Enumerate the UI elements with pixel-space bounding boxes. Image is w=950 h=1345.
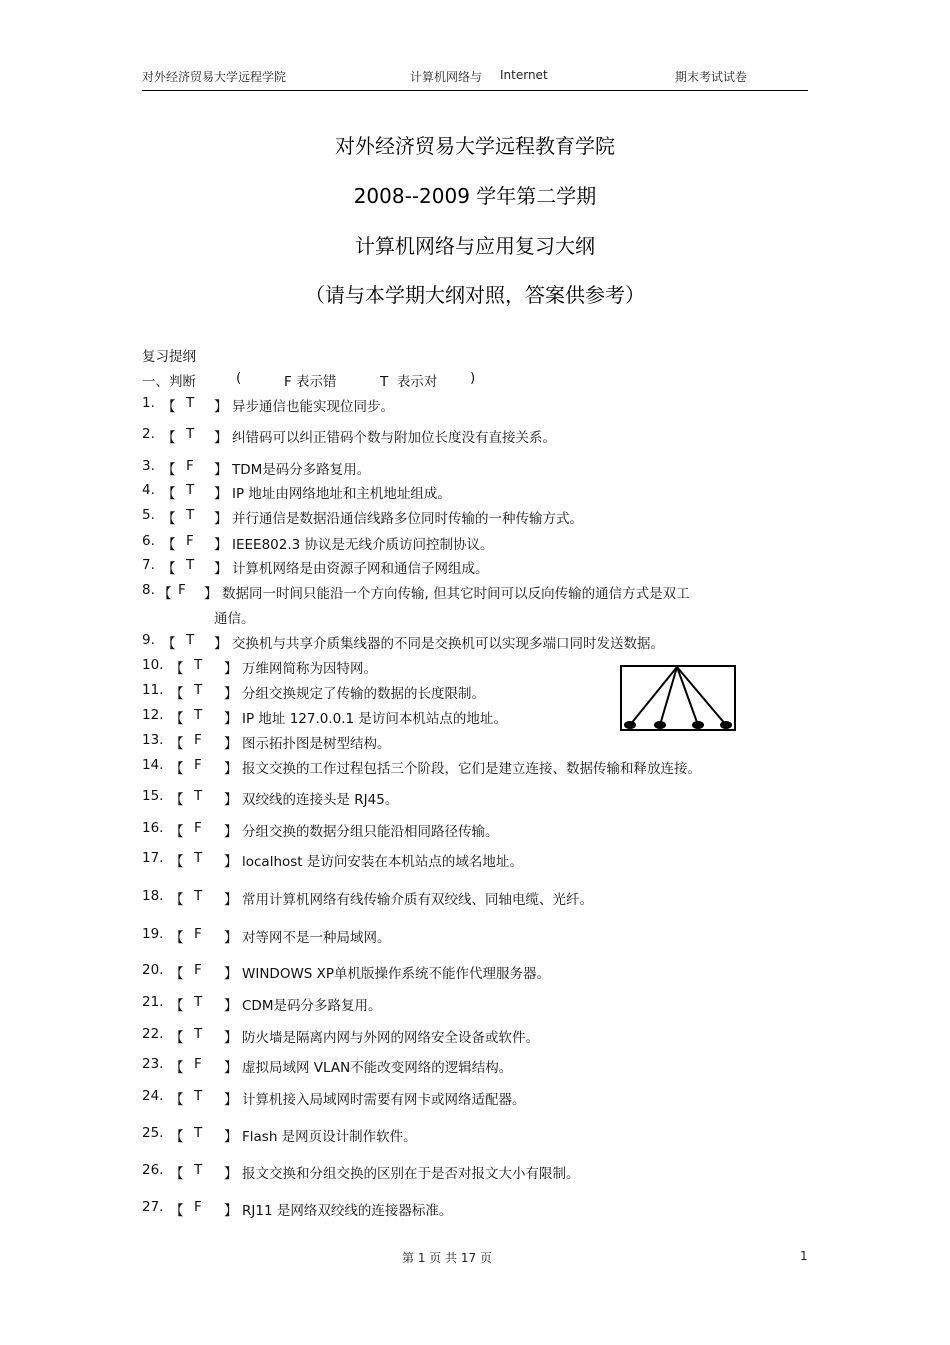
answer-bracket-open: 【 [170,686,184,702]
question-number: 26. [142,1162,164,1178]
answer-bracket-open: 【 [170,930,184,946]
answer-bracket-open: 【 [170,1060,184,1076]
answer-value: T [186,426,195,442]
answer-bracket-close: 】 [214,430,228,446]
answer-value: T [194,682,203,698]
answer-value: T [194,850,203,866]
question-text: 分组交换规定了传输的数据的长度限制。 [242,686,485,702]
question-text: 纠错码可以纠正错码个数与附加位长度没有直接关系。 [232,430,556,446]
question-number: 6. [142,533,155,549]
answer-bracket-open: 【 [170,824,184,840]
answer-value: T [194,1088,203,1104]
answer-bracket-open: 【 [170,892,184,908]
answer-value: F [178,582,186,598]
answer-bracket-open: 【 [162,636,176,652]
answer-bracket-close: 】 [224,966,238,982]
section-label: 一、判断 [142,374,196,390]
question-text: 防火墙是隔离内网与外网的网络安全设备或软件。 [242,1030,539,1046]
answer-value: T [186,395,195,411]
answer-value: F [194,732,202,748]
answer-bracket-close: 】 [224,854,238,870]
answer-value: T [186,632,195,648]
question-text: 虚拟局域网 VLAN不能改变网络的逻辑结构。 [242,1060,513,1076]
answer-bracket-close: 】 [224,686,238,702]
answer-value: F [186,458,194,474]
question-text: 常用计算机网络有线传输介质有双绞线、同轴电缆、光纤。 [242,892,593,908]
question-text: 图示拓扑图是树型结构。 [242,736,391,752]
answer-bracket-close: 】 [224,1203,238,1219]
footer-page-number: 1 [800,1249,808,1263]
header-divider [142,90,808,91]
figure-frame [621,666,735,730]
question-number: 4. [142,482,155,498]
question-text: 双绞线的连接头是 RJ45。 [242,792,399,808]
question-text: IP 地址 127.0.0.1 是访问本机站点的地址。 [242,711,507,727]
figure-node [720,721,732,729]
answer-value: F [194,757,202,773]
question-number: 13. [142,732,164,748]
question-text: 对等网不是一种局域网。 [242,930,391,946]
answer-bracket-close: 】 [224,1092,238,1108]
answer-bracket-open: 【 [170,1166,184,1182]
answer-bracket-close: 】 [224,998,238,1014]
question-text: Flash 是网页设计制作软件。 [242,1129,417,1145]
question-number: 10. [142,657,164,673]
answer-bracket-open: 【 [162,561,176,577]
question-text-continuation: 通信。 [214,611,255,627]
answer-bracket-open: 【 [158,586,172,602]
answer-bracket-open: 【 [162,537,176,553]
answer-bracket-open: 【 [170,661,184,677]
topology-figure [620,665,738,733]
question-text: RJ11 是网络双绞线的连接器标准。 [242,1203,453,1219]
answer-bracket-close: 】 [224,661,238,677]
answer-bracket-close: 】 [224,1030,238,1046]
answer-bracket-close: 】 [224,892,238,908]
question-number: 14. [142,757,164,773]
question-text: 万维网简称为因特网。 [242,661,377,677]
answer-value: T [194,994,203,1010]
answer-value: F [186,533,194,549]
question-text: 分组交换的数据分组只能沿相同路径传输。 [242,824,499,840]
answer-value: T [194,1026,203,1042]
answer-value: T [186,507,195,523]
answer-value: F [194,820,202,836]
answer-value: T [186,557,195,573]
answer-bracket-close: 】 [224,1060,238,1076]
question-text: CDM是码分多路复用。 [242,998,382,1014]
answer-bracket-close: 】 [214,636,228,652]
figure-node [624,721,636,729]
answer-value: T [194,788,203,804]
header-course-internet: Internet [500,68,548,82]
answer-bracket-close: 】 [214,399,228,415]
answer-value: F [194,1056,202,1072]
answer-bracket-open: 【 [170,854,184,870]
question-number: 24. [142,1088,164,1104]
question-number: 7. [142,557,155,573]
figure-link [630,667,677,725]
answer-bracket-close: 】 [224,1166,238,1182]
answer-value: F [194,962,202,978]
figure-link [677,667,698,725]
answer-bracket-open: 【 [170,761,184,777]
question-number: 20. [142,962,164,978]
question-number: 21. [142,994,164,1010]
question-text: 报文交换的工作过程包括三个阶段，它们是建立连接、数据传输和释放连接。 [242,761,701,777]
question-text: 异步通信也能实现位同步。 [232,399,394,415]
answer-bracket-open: 【 [170,966,184,982]
answer-bracket-open: 【 [170,1203,184,1219]
question-number: 15. [142,788,164,804]
header-school: 对外经济贸易大学远程学院 [142,70,287,84]
footer-page-text: 第 1 页 共 17 页 [402,1251,492,1265]
answer-bracket-open: 【 [170,1092,184,1108]
question-number: 18. [142,888,164,904]
question-text: 计算机网络是由资源子网和通信子网组成。 [232,561,489,577]
question-number: 3. [142,458,155,474]
question-number: 16. [142,820,164,836]
answer-value: F [194,1199,202,1215]
answer-bracket-close: 】 [224,711,238,727]
answer-bracket-open: 【 [162,430,176,446]
answer-bracket-open: 【 [170,998,184,1014]
answer-bracket-open: 【 [170,1129,184,1145]
section-f-note: F 表示错 [284,374,337,390]
question-number: 5. [142,507,155,523]
question-text: 报文交换和分组交换的区别在于是否对报文大小有限制。 [242,1166,580,1182]
question-number: 11. [142,682,164,698]
answer-bracket-close: 】 [224,824,238,840]
question-number: 9. [142,632,155,648]
answer-bracket-open: 【 [170,792,184,808]
header-course: 计算机网络与 [410,70,483,84]
answer-value: T [186,482,195,498]
title-institution: 对外经济贸易大学远程教育学院 [335,134,615,158]
answer-value: T [194,1125,203,1141]
figure-link [677,667,726,725]
figure-node [692,721,704,729]
answer-bracket-close: 】 [224,761,238,777]
answer-value: T [194,707,203,723]
answer-value: T [194,888,203,904]
answer-bracket-open: 【 [170,736,184,752]
answer-bracket-open: 【 [162,462,176,478]
answer-bracket-close: 】 [214,537,228,553]
answer-bracket-open: 【 [162,399,176,415]
answer-value: T [194,657,203,673]
answer-bracket-open: 【 [162,511,176,527]
title-note: （请与本学期大纲对照，答案供参考） [305,283,645,307]
question-number: 22. [142,1026,164,1042]
answer-bracket-close: 】 [214,462,228,478]
outline-label: 复习提纲 [142,349,196,365]
answer-bracket-close: 】 [224,792,238,808]
question-text: TDM是码分多路复用。 [232,462,371,478]
question-number: 25. [142,1125,164,1141]
question-text: 计算机接入局域网时需要有网卡或网络适配器。 [242,1092,526,1108]
answer-bracket-close: 】 [204,586,218,602]
answer-bracket-open: 【 [170,711,184,727]
figure-node [654,721,666,729]
question-text: IP 地址由网络地址和主机地址组成。 [232,486,451,502]
question-number: 27. [142,1199,164,1215]
question-text: IEEE802.3 协议是无线介质访问控制协议。 [232,537,494,553]
question-text: 并行通信是数据沿通信线路多位同时传输的一种传输方式。 [232,511,583,527]
answer-bracket-close: 】 [224,1129,238,1145]
question-number: 17. [142,850,164,866]
question-text: WINDOWS XP单机版操作系统不能作代理服务器。 [242,966,551,982]
section-paren-close: ) [470,370,476,386]
answer-bracket-close: 】 [214,486,228,502]
question-number: 19. [142,926,164,942]
question-number: 12. [142,707,164,723]
question-number: 2. [142,426,155,442]
answer-bracket-close: 】 [214,561,228,577]
question-number: 1. [142,395,155,411]
figure-link [660,667,677,725]
section-t-note: T 表示对 [380,374,438,390]
title-outline: 计算机网络与应用复习大纲 [355,234,595,258]
question-number: 8. [142,582,155,598]
question-text: 交换机与共享介质集线器的不同是交换机可以实现多端口同时发送数据。 [232,636,664,652]
section-paren-open: ( [236,370,242,386]
answer-bracket-close: 】 [224,736,238,752]
answer-bracket-close: 】 [224,930,238,946]
answer-value: F [194,926,202,942]
question-text: localhost 是访问安装在本机站点的域名地址。 [242,854,523,870]
header-exam-type: 期末考试试卷 [675,70,748,84]
answer-bracket-open: 【 [170,1030,184,1046]
answer-value: T [194,1162,203,1178]
question-text: 数据同一时间只能沿一个方向传输, 但其它时间可以反向传输的通信方式是双工 [222,586,690,602]
question-number: 23. [142,1056,164,1072]
answer-bracket-close: 】 [214,511,228,527]
title-term: 2008--2009 学年第二学期 [353,184,597,208]
answer-bracket-open: 【 [162,486,176,502]
